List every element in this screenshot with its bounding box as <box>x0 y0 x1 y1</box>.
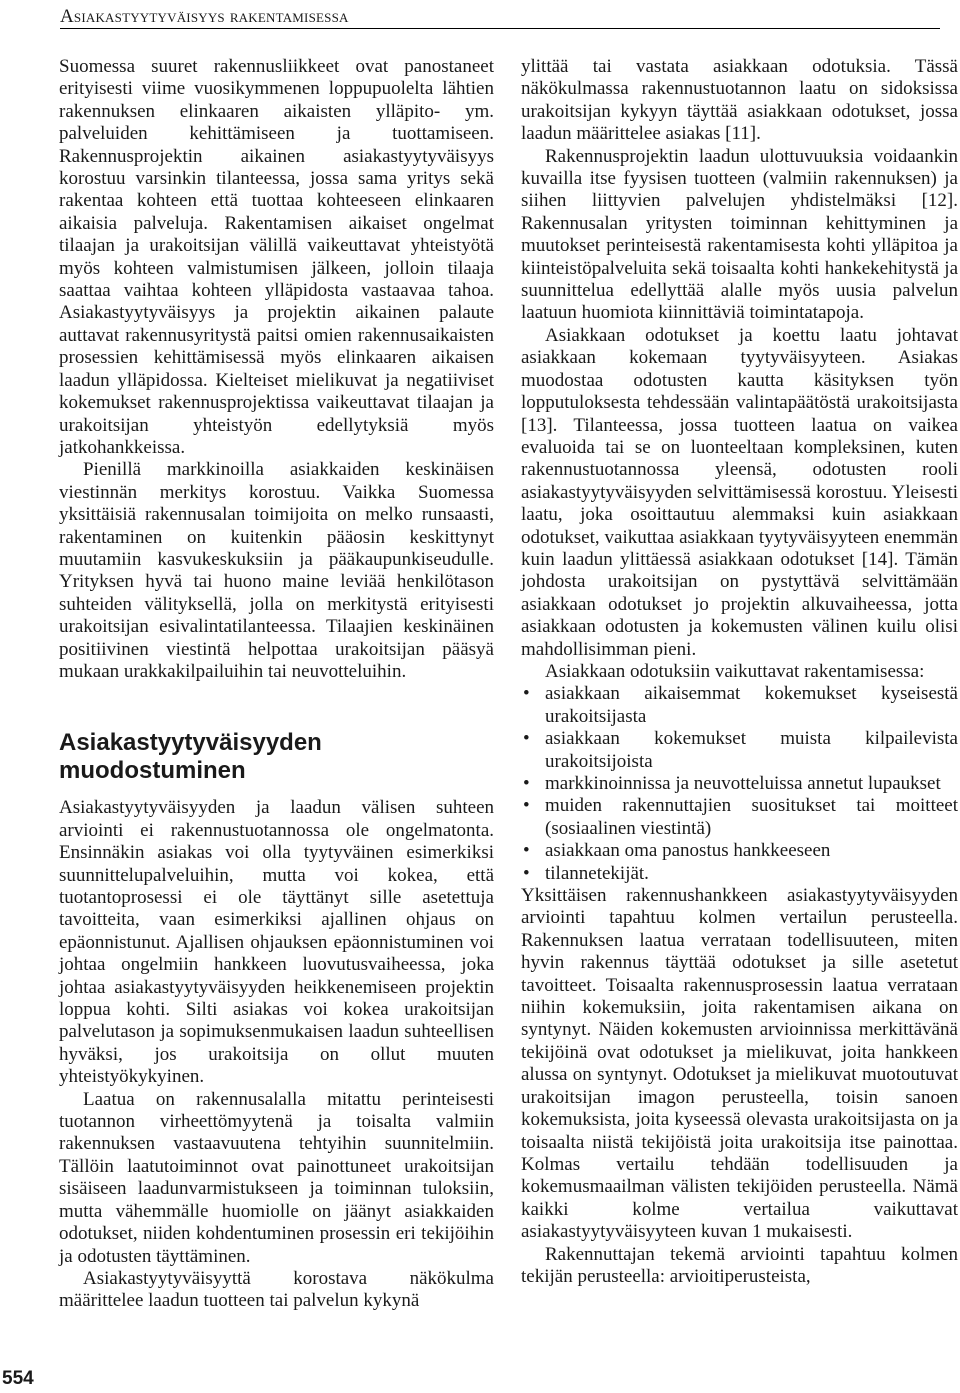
section-heading: Asiakastyytyväisyyden muodostuminen <box>59 729 322 785</box>
list-item: • asiakkaan kokemukset muista kilpailevista urakoitsijoista <box>545 728 958 773</box>
paragraph: Asiakkaan odotukset ja koettu laatu johtavat asiakkaan kokemaan tyytyväisyyteen. Asiakas muodostaa odotusten kautta käsityksen työn lopputuloksesta tehdessään valintapäätöstä urakoitsijasta [13]. Tilanteessa, jossa tuotteen laatua on vaikea evaluoida tai se on luonteeltaan kompleksinen, kuten rakennustuotannossa yleensä, odotusten rooli asiakastyytyväisyyden selvittämisessä korostuu. Yleisesti laatu, joka osoittautuu alemmaksi kuin asiakkaan odotukset, vaikuttaa asiakkaan tyytyväisyyteen enemmän kuin laadun ylittäessä asiakkaan odotukset [14]. Tämän johdosta urakoitsijan on pystyttävä selvittämään asiakkaan odotukset jo projektin alkuvaiheessa, jotta asiakkaan odotusten ja kokemusten välinen kuilu olisi mahdollisimman pieni. <box>521 324 958 660</box>
paragraph: Suomessa suuret rakennusliikkeet ovat panostaneet erityisesti viime vuosikymmenen loppupuolelta lähtien rakennuksen elinkaaren aikaisten ylläpito- ym. palveluiden kehittämiseen ja tuottamiseen. Rakennusprojektin aikainen asiakastyytyväisyys korostuu varsinkin tilanteessa, jossa sama yritys sekä rakentaa kohteen että tuottaa kohteeseen elinkaaren aikaisia palveluja. Rakentamisen aikaiset ongelmat tilaajan ja urakoitsijan välillä vaikeuttavat yhteistyötä myös kohteen valmistumisen jälkeen, jolloin tilaaja saattaa vaihtaa kohteen ylläpidosta vastaavaa tahoa. Asiakastyytyväisyys ja projektin aikainen palaute auttavat rakennusyritystä paitsi omien rakennusaikaisten prosessien kehittämisessä myös elinkaaren aikaisen laadun ylläpidossa. Kielteiset mielikuvat ja negatiiviset kokemukset rakennusprojektissa vaikeuttavat tilaajan ja urakoitsijan yhteistyön edellytyksiä myös jatkohankkeissa. <box>59 56 494 458</box>
list-item: • markkinoinnissa ja neuvotteluissa annetut lupaukset <box>545 773 958 795</box>
bullet-list <box>521 683 958 885</box>
page-number: 554 <box>2 1368 34 1389</box>
paragraph: Rakennusprojektin laadun ulottuvuuksia voidaankin kuvailla itse fyysisen tuotteen (valmiin rakennuksen) ja siihen liittyvien palvelujen yhdistelmäksi [12]. Rakennusalan yritysten toiminnan kehittyminen ja muutokset perinteisestä rakentamisesta kohti ylläpitoa ja kiinteistöpalveluita sekä toisaalta kohti hankekehitystä ja suunnittelua edellyttää alalle myös uusia palvelun laatuun huomiota kiinnittäviä toimintatapoja. <box>521 145 958 324</box>
paragraph: Rakennuttajan tekemä arviointi tapahtuu kolmen tekijän perusteella: arvioitiperusteista, <box>521 1243 958 1287</box>
paragraph: Asiakastyytyväisyyden ja laadun välisen suhteen arviointi ei rakennustuotannossa ole ongelmatonta. Ensinnäkin asiakas voi olla tyytyväinen esimerkiksi suunnittelupalveluihin, mutta voi kokea, että tuotantoprosessi ei ole täyttänyt sille asetettuja tavoitteita, vaan esimerkiksi ajallinen ohjaus on epäonnistunut. Ajallisen ohjauksen epäonnistuminen voi johtaa ongelmiin hankkeen luovutusvaiheessa, joka johtaa asiakastyytyväisyyden heikkenemiseen projektin loppua kohti. Silti asiakas voi kokea urakoitsijan palvelutason ja sopimuksenmukaisen laadun suhteellisen hyväksi, jos urakoitsija on ollut muuten yhteistyökykyinen. <box>59 797 494 1088</box>
running-header <box>60 0 940 34</box>
list-item: • asiakkaan aikaisemmat kokemukset kyseisestä urakoitsijasta <box>545 683 958 728</box>
paragraph: Asiakkaan odotuksiin vaikuttavat rakentamisessa: <box>545 660 925 682</box>
paragraph: Laatua on rakennusalalla mitattu perinteisesti tuotannon virheettömyytenä ja toisalta valmiin rakennuksen vastaavuutena tehtyihin suunnitelmiin. Tällöin laatutoiminnot ovat painottuneet urakoitsijan sisäiseen laadunvarmistukseen ja toiminnan tuloksiin, mutta vähemmälle huomiolle on jäänyt asiakkaiden odotukset, niiden kohdentuminen prosessin eri tekijöihin ja odotusten täyttäminen. <box>59 1088 494 1267</box>
paragraph: Yksittäisen rakennushankkeen asiakastyytyväisyyden arviointi tapahtuu kolmen vertailun perusteella. Rakennuksen laatua verrataan todellisuuteen, miten hyvin rakennus täyttää odotukset ja sille asetetut tavoitteet. Toisaalta rakennusprosessin laatua verrataan niihin kokemuksiin, joita rakentamisen aikana on syntynyt. Näiden kokemusten arvioinnissa merkittävänä tekijöinä ovat odotukset ja mielikuvat, joita hankkeen alussa on syntynyt. Odotukset ja mielikuvat muotoutuvat urakoitsijan imagon perusteella, toisin sanoen kokemuksista, joita kyseessä olevasta urakoitsijasta on ja toisaalta niistä tekijöistä joita urakoitsija itse painottaa. Kolmas vertailu tehdään todellisuuden ja kokemusmaailman välisten tekijöiden perusteella. Nämä kaikki kolme vertailua vaikuttavat asiakastyytyväisyyteen kuvan 1 mukaisesti. <box>521 885 958 1243</box>
list-item: • muiden rakennuttajien suositukset tai moitteet (sosiaalinen viestintä) <box>545 795 958 840</box>
left-column <box>59 56 494 1313</box>
right-column <box>521 56 958 1288</box>
list-item: • asiakkaan oma panostus hankkeeseen <box>545 840 958 862</box>
paragraph: Pienillä markkinoilla asiakkaiden keskinäisen viestinnän merkitys korostuu. Vaikka Suomessa yksittäisiä rakennusalan toimijoita on melko runsaasti, rakentaminen on kuitenkin pääosin keskittynyt muutamiin kasvukeskuksiin ja pääkaupunkiseudulle. Yrityksen hyvä tai huono maine leviää henkilötason suhteiden välityksellä, jolla on merkitystä erityisesti urakoitsijan esivalintatilanteessa. Tilaajien keskinäinen positiivinen viestintä helpottaa urakoitsijan pääsyä mukaan urakkakilpailuihin tai neuvotteluihin. <box>59 459 494 682</box>
running-header-title: Asiakastyytyväisyys rakentamisessa <box>60 6 349 27</box>
paragraph: ylittää tai vastata asiakkaan odotuksia. Tässä näkökulmassa rakennustuotannon laatu on sidoksissa urakoitsijan kykyyn täyttää asiakkaan odotukset, jossa laadun määrittelee asiakas [11]. <box>521 56 958 145</box>
paragraph: Asiakastyytyväisyyttä korostava näkökulma määrittelee laadun tuotteen tai palvelun kykynä <box>59 1267 494 1312</box>
header-rule <box>60 28 940 29</box>
list-item: • tilannetekijät. <box>545 863 958 885</box>
